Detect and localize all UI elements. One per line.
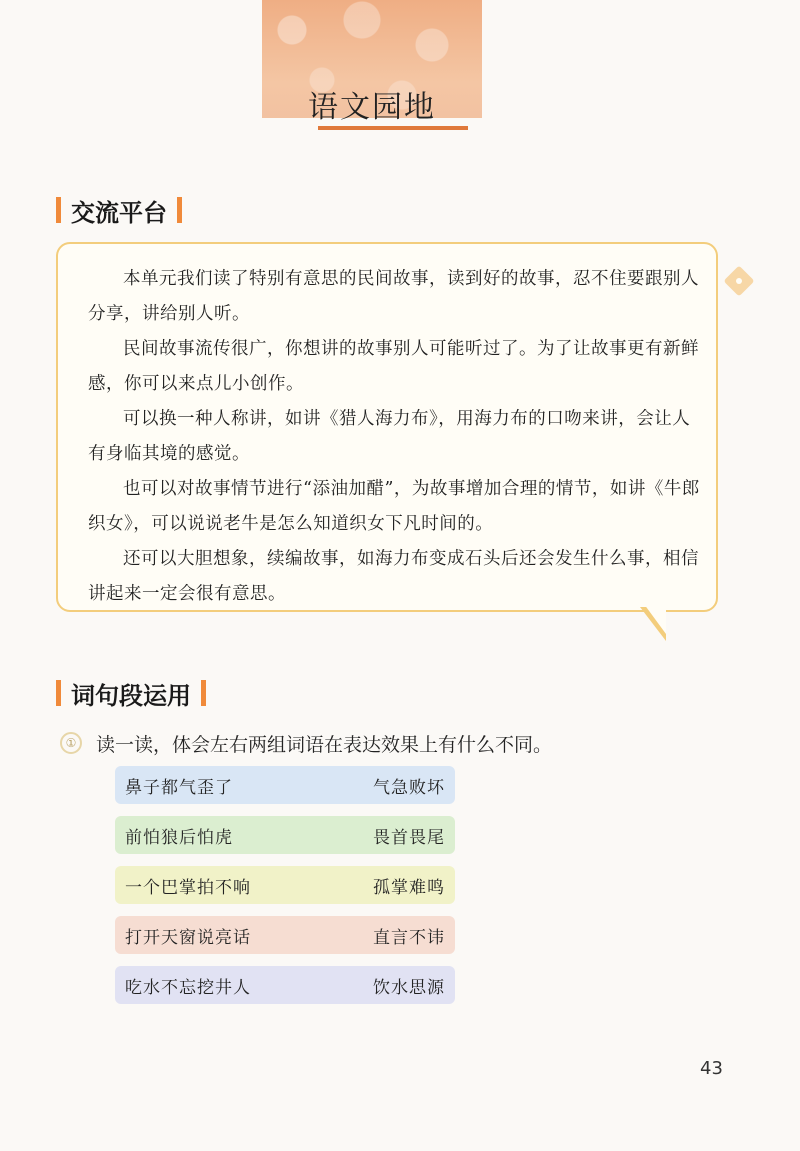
heading-bar-left [56, 197, 61, 223]
word-left: 一个巴掌拍不响 [125, 877, 251, 898]
heading-bar-right [201, 680, 206, 706]
speech-bubble-tail [640, 607, 666, 641]
paragraph: 可以换一种人称讲，如讲《猎人海力布》，用海力布的口吻来讲，会让人有身临其境的感觉。 [88, 409, 691, 464]
word-pair-row [115, 916, 455, 954]
word-right: 气急败坏 [373, 777, 445, 798]
word-left: 打开天窗说亮话 [125, 927, 251, 948]
paragraph: 也可以对故事情节进行“添油加醋”，为故事增加合理的情节，如讲《牛郎织女》，可以说说老牛是怎么知道织女下凡时间的。 [88, 479, 700, 534]
paragraph: 本单元我们读了特别有意思的民间故事，读到好的故事，忍不住要跟别人分享，讲给别人听。 [88, 269, 699, 324]
heading-bar-left [56, 680, 61, 706]
page-title: 语文园地 [308, 90, 436, 125]
section-heading-usage [56, 673, 206, 713]
paragraph: 还可以大胆想象，续编故事，如海力布变成石头后还会发生什么事，相信讲起来一定会很有意思。 [88, 549, 699, 604]
exercise-prompt [60, 728, 552, 758]
word-pair-row [115, 816, 455, 854]
paragraph: 民间故事流传很广，你想讲的故事别人可能听过了。为了让故事更有新鲜感，你可以来点儿小创作。 [88, 339, 699, 394]
word-right: 直言不讳 [373, 927, 445, 948]
section-title: 词句段运用 [71, 681, 191, 710]
word-pair-row [115, 866, 455, 904]
word-pair-row [115, 766, 455, 804]
title-underline [318, 126, 468, 130]
exercise-text: 读一读，体会左右两组词语在表达效果上有什么不同。 [96, 733, 553, 756]
word-right: 饮水思源 [373, 977, 445, 998]
word-pair-row [115, 966, 455, 1004]
page-number: 43 [700, 1058, 723, 1079]
word-right: 畏首畏尾 [373, 827, 445, 848]
word-right: 孤掌难鸣 [373, 877, 445, 898]
heading-bar-right [177, 197, 182, 223]
word-left: 吃水不忘挖井人 [125, 977, 251, 998]
exercise-number-icon: ① [60, 732, 82, 754]
word-left: 鼻子都气歪了 [125, 777, 233, 798]
tag-icon [723, 265, 754, 296]
section-title: 交流平台 [71, 198, 167, 227]
word-left: 前怕狼后怕虎 [125, 827, 233, 848]
section-heading-exchange [56, 190, 182, 230]
